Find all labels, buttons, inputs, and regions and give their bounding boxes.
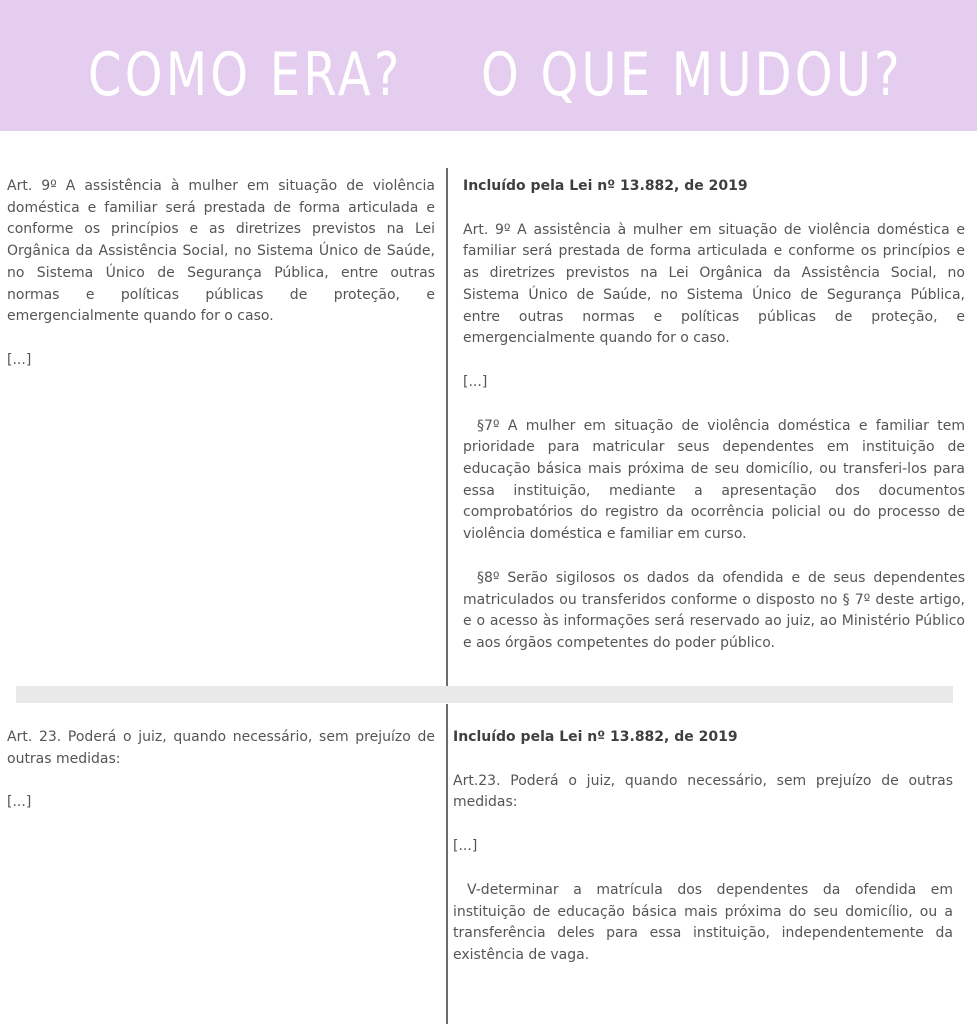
paragraph-8-text: §8º Serão sigilosos os dados da ofendida e de seus dependentes matriculados ou transferidos conforme o disposto no § 7º deste artigo, e o acesso às informações será reservado ao juiz, ao Ministério Público e aos órgãos competentes do poder público. [463,569,965,651]
title-o-que-mudou: O QUE MUDOU? [481,40,903,110]
inclusion-heading: Incluído pela Lei nº 13.882, de 2019 [463,178,748,194]
header-banner [0,0,977,131]
ellipsis-text: [...] [7,794,32,811]
item-v-text: V-determinar a matrícula dos dependentes da ofendida em instituição de educação básica mais próxima do seu domicílio, ou a transferência deles para essa instituição, independentemente da existência de vaga. [453,881,953,963]
art23-old-text: Art. 23. Poderá o juiz, quando necessário, sem prejuízo de outras medidas: [7,729,435,767]
section2-new-text [453,727,953,989]
title-como-era: COMO ERA? [88,40,403,110]
inclusion-heading: Incluído pela Lei nº 13.882, de 2019 [453,729,738,745]
art9-new-text: Art. 9º A assistência à mulher em situação de violência doméstica e familiar será prestada de forma articulada e conforme os princípios e as diretrizes previstos na Lei Orgânica da Assistência Social, no Sistema Único de Saúde, no Sistema Único de Segurança Pública, entre outras normas e políticas públicas de proteção, e emergencialmente quando for o caso. [463,221,965,347]
section1-new-text [463,176,965,677]
section1-old-text [7,176,435,394]
column-divider-bottom [446,704,448,1024]
ellipsis-text: [...] [453,838,478,855]
section2-old-text [7,727,435,836]
ellipsis-text: [...] [7,351,32,368]
section-separator [16,686,953,703]
column-divider-top [446,168,448,686]
art23-new-text: Art.23. Poderá o juiz, quando necessário, sem prejuízo de outras medidas: [453,772,953,811]
paragraph-7-text: §7º A mulher em situação de violência doméstica e familiar tem prioridade para matricular seus dependentes em instituição de educação básica mais próxima de seu domicílio, ou transferi-los para essa instituição, mediante a apresentação dos documentos comprobatórios do registro da ocorrência policial ou do processo de violência doméstica e familiar em curso. [463,417,965,543]
art9-old-text: Art. 9º A assistência à mulher em situação de violência doméstica e familiar será prestada de forma articulada e conforme os princípios e as diretrizes previstos na Lei Orgânica da Assistência Social, no Sistema Único de Saúde, no Sistema Único de Segurança Pública, entre outras normas e políticas públicas de proteção, e emergencialmente quando for o caso. [7,178,435,325]
ellipsis-text: [...] [463,373,488,390]
